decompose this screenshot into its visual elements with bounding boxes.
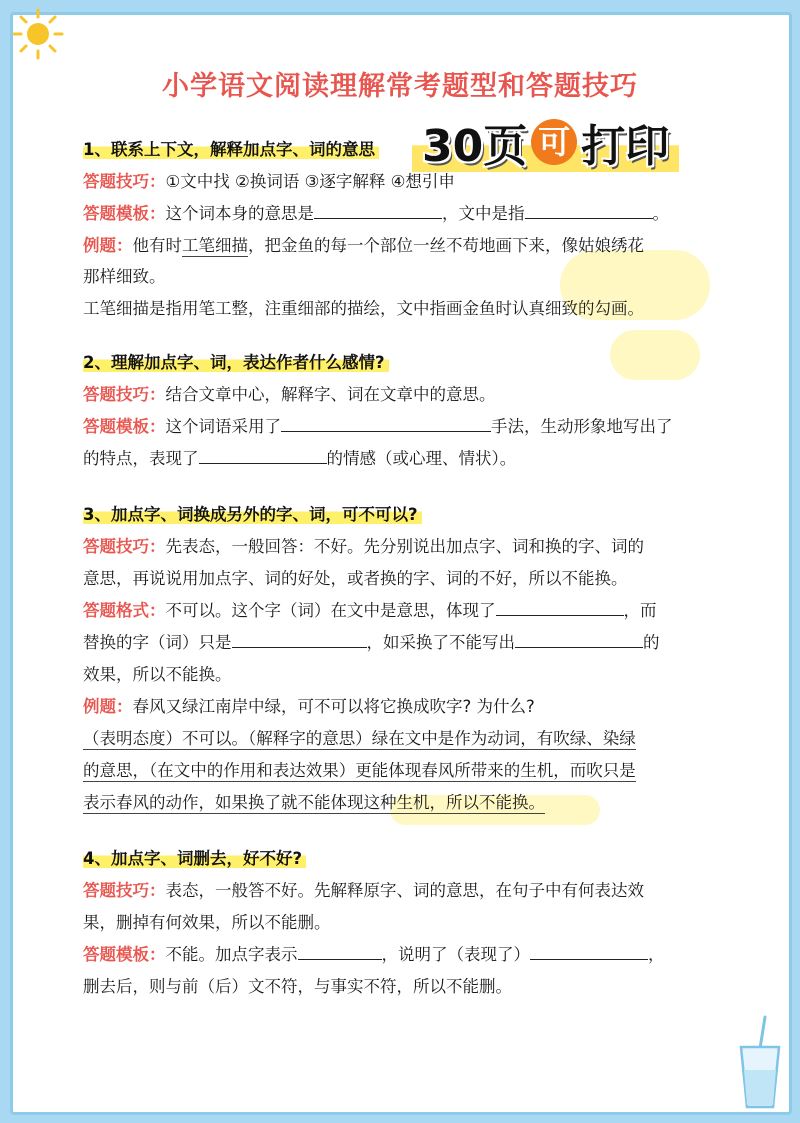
answer-blank [314, 202, 442, 219]
section-2-tips: 答题技巧：结合文章中心，解释字、词在文章中的意思。 [83, 385, 496, 404]
badge-circle: 可 [531, 119, 577, 165]
answer-blank [530, 943, 648, 960]
section-1-example-cont: 那样细致。 [83, 267, 166, 286]
sun-icon [12, 8, 64, 60]
section-2-template-cont: 的特点，表现了 的情感（或心理、情状）。 [83, 449, 517, 468]
section-4-tips-cont: 果，删掉有何效果，所以不能删。 [83, 913, 331, 932]
section-3-example: 例题：春风又绿江南岸中绿，可不可以将它换成吹字? 为什么? [83, 697, 535, 716]
section-1-heading: 1、联系上下文，解释加点字、词的意思 [83, 137, 723, 163]
section-1-example: 例题：他有时工笔细描，把金鱼的每一个部位一丝不苟地画下来，像姑娘绣花 [83, 236, 644, 255]
answer-blank [232, 631, 367, 648]
section-1-tips: 答题技巧：①文中找 ②换词语 ③逐字解释 ④想引申 [83, 172, 455, 191]
answer-blank [496, 599, 624, 616]
answer-blank [281, 415, 491, 432]
answer-blank [199, 447, 327, 464]
section-3-format: 答题格式：不可以。这个字（词）在文中是意思，体现了 ，而 [83, 601, 657, 620]
section-3-answer-1: （表明态度）不可以。（解释字的意思）绿在文中是作为动词，有吹绿、染绿 [83, 729, 636, 748]
badge-number: 30页 [422, 121, 528, 172]
badge-tail: 打印 [581, 121, 670, 172]
section-4-template: 答题模板：不能。加点字表示 ，说明了（表现了） ， [83, 945, 665, 964]
section-3-answer-3: 表示春风的动作，如果换了就不能体现这种生机，所以不能换。 [83, 793, 545, 812]
section-3-format-cont: 替换的字（词）只是 ，如采换了不能写出 的 [83, 633, 660, 652]
section-3-tips-cont: 意思，再说说用加点字、词的好处，或者换的字、词的不好，所以不能换。 [83, 569, 628, 588]
section-3-format-end: 效果，所以不能换。 [83, 665, 232, 684]
section-3-heading: 3、加点字、词换成另外的字、词，可不可以? [83, 502, 723, 528]
section-4-tips: 答题技巧：表态，一般答不好。先解释原字、词的意思，在句子中有何表达效 [83, 881, 644, 900]
section-3-answer-2: 的意思，（在文中的作用和表达效果）更能体现春风所带来的生机，而吹只是 [83, 761, 636, 780]
answer-blank [298, 943, 382, 960]
section-2-template: 答题模板：这个词语采用了 手法，生动形象地写出了 [83, 417, 673, 436]
drink-cup-icon [735, 1015, 785, 1110]
section-1-template: 答题模板：这个词本身的意思是 ，文中是指 。 [83, 204, 669, 223]
answer-blank [525, 202, 653, 219]
section-4-heading: 4、加点字、词删去，好不好? [83, 846, 723, 872]
answer-blank [515, 631, 643, 648]
section-2-heading: 2、理解加点字、词，表达作者什么感情? [83, 350, 723, 376]
section-4-template-cont: 删去后，则与前（后）文不符，与事实不符，所以不能删。 [83, 977, 512, 996]
page-title: 小学语文阅读理解常考题型和答题技巧 [162, 71, 638, 102]
section-3-tips: 答题技巧：先表态，一般回答：不好。先分别说出加点字、词和换的字、词的 [83, 537, 644, 556]
section-1-answer: 工笔细描是指用笔工整，注重细部的描绘，文中指画金鱼时认真细致的勾画。 [83, 299, 644, 318]
